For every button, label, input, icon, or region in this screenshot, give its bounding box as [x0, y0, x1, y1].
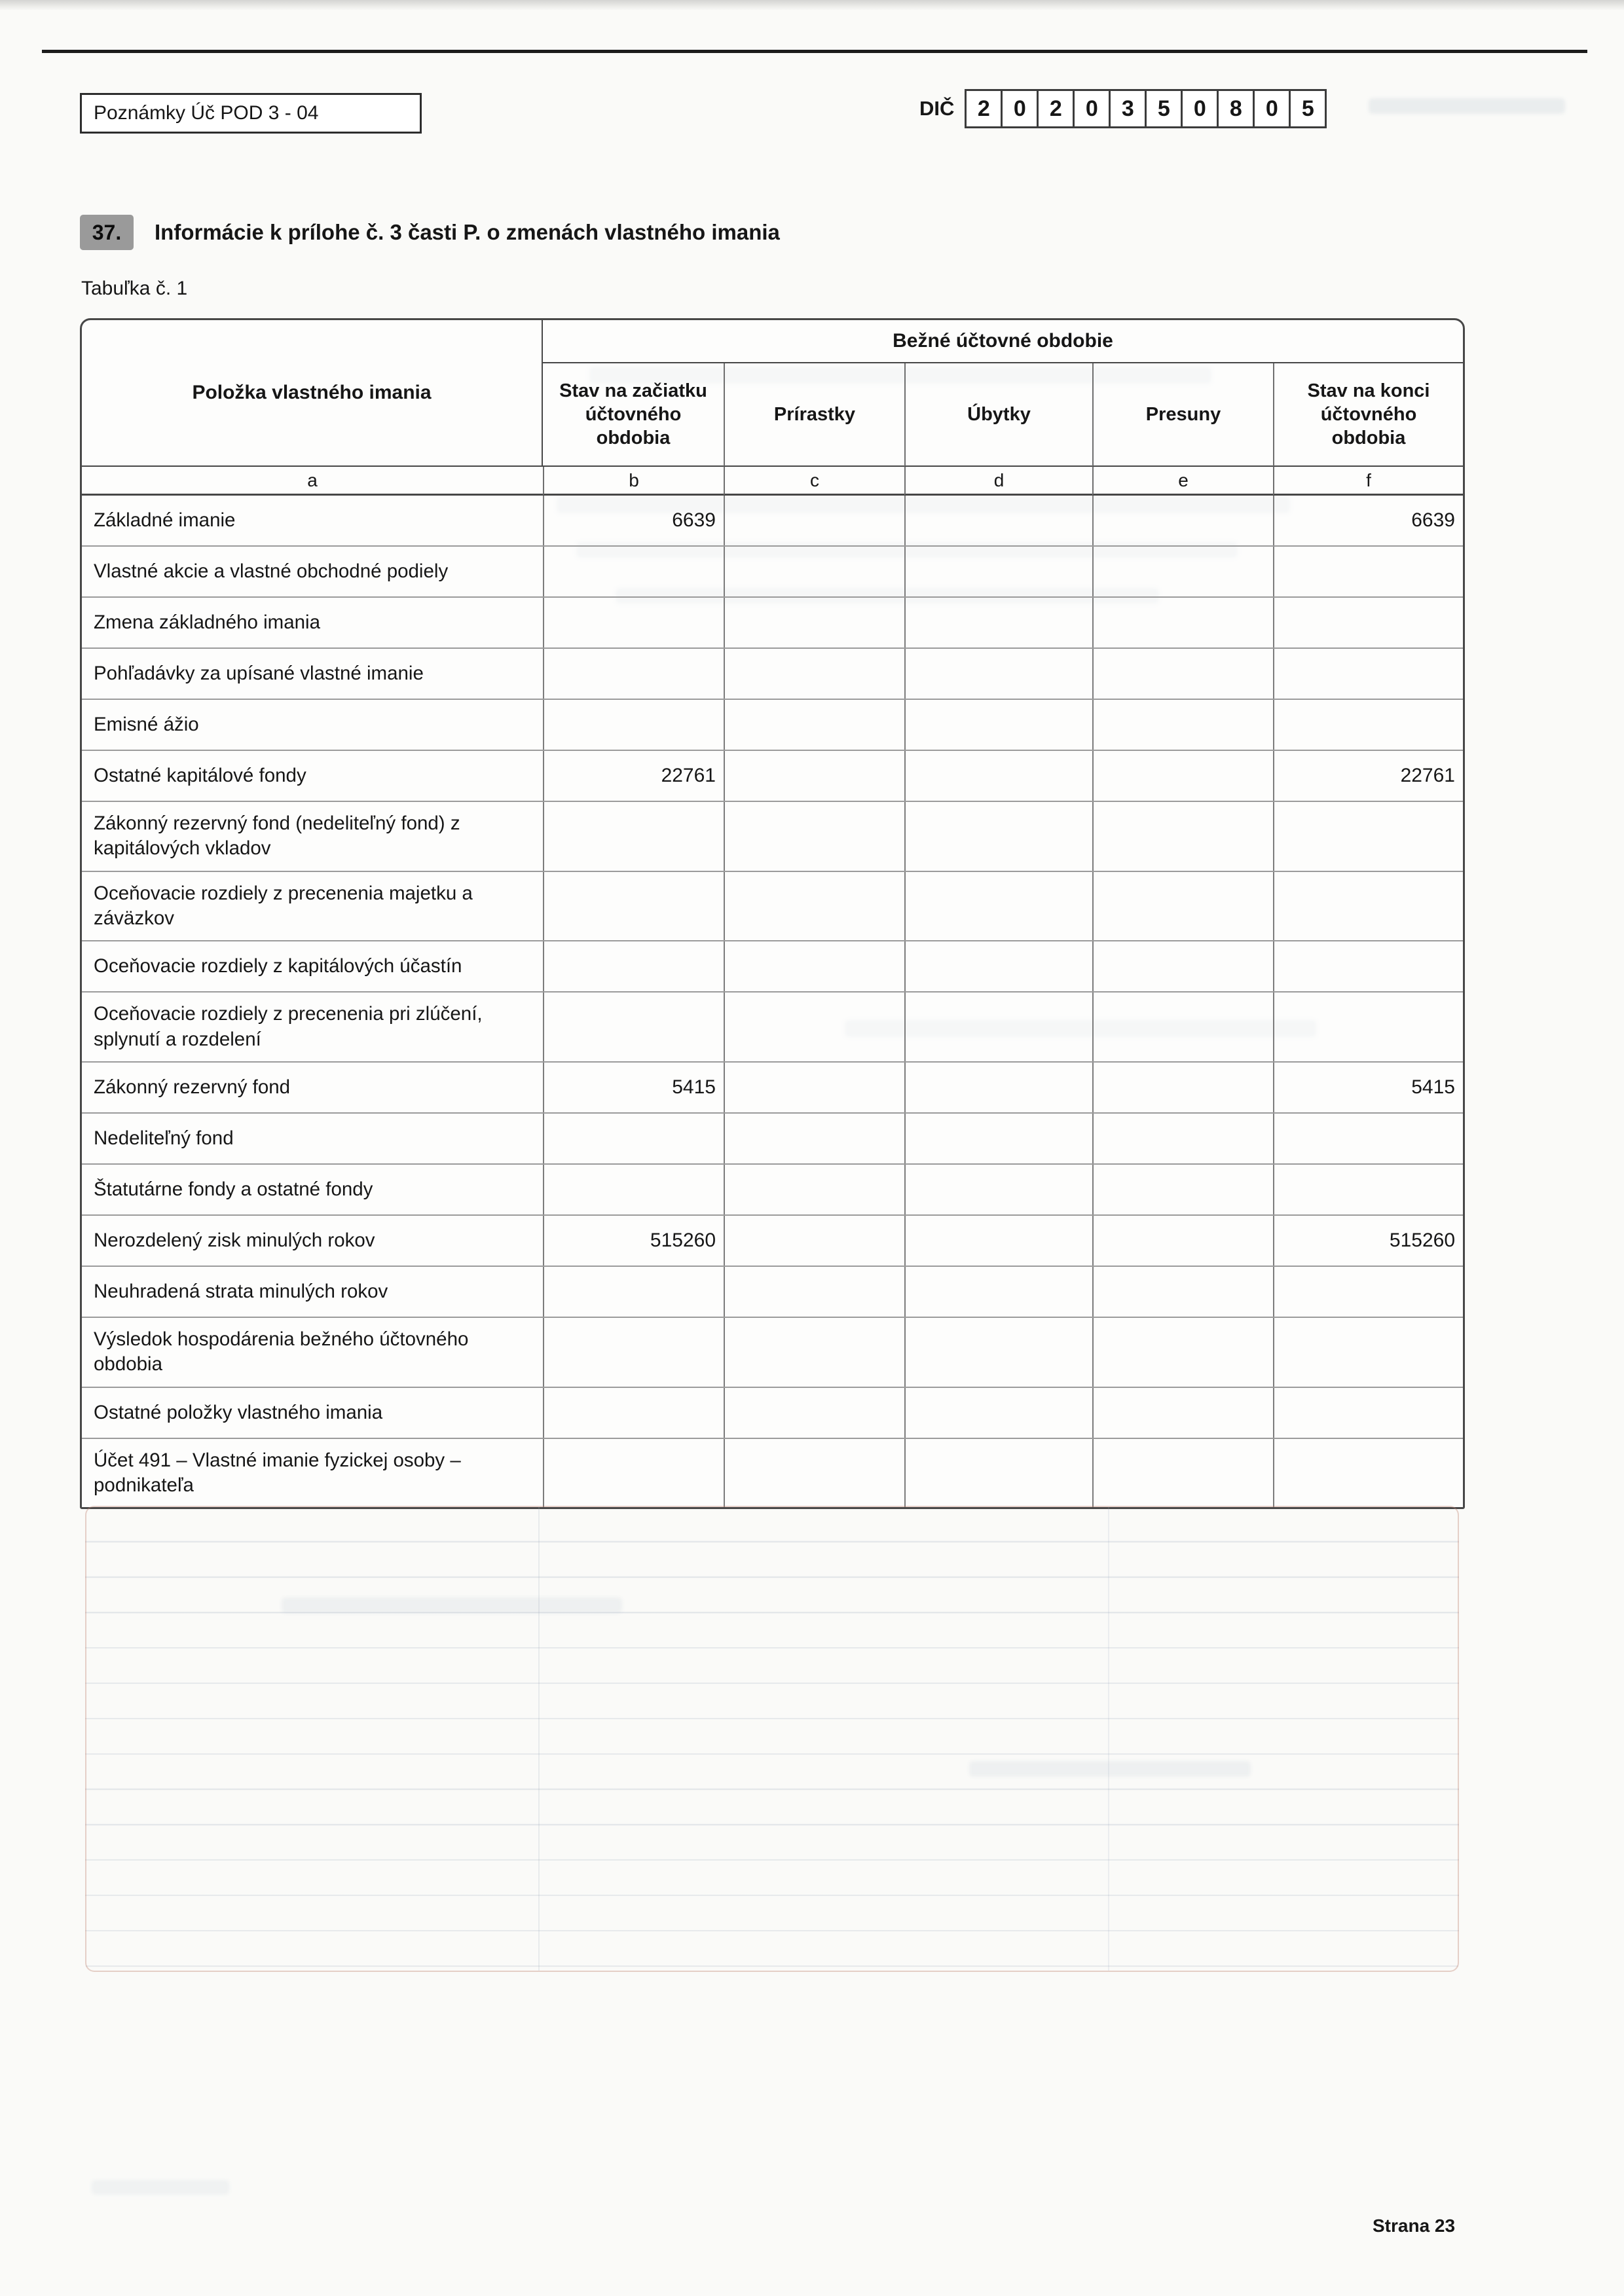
cell-f: [1273, 1267, 1463, 1317]
section-title: Informácie k prílohe č. 3 časti P. o zmenách vlastného imania: [155, 220, 780, 244]
row-label: Výsledok hospodárenia bežného účtovného obdobia: [94, 1328, 469, 1376]
cell-c: [724, 872, 904, 941]
top-rule-line: [42, 50, 1587, 53]
column-header: Úbytky: [904, 363, 1092, 467]
cell-d: [904, 941, 1092, 991]
cell-b: [543, 941, 724, 991]
row-label: Ostatné kapitálové fondy: [94, 764, 306, 786]
cell-b: [543, 1388, 724, 1438]
cell-f: 22761: [1273, 751, 1463, 801]
table-row: [82, 1387, 1463, 1438]
column-letter: c: [724, 467, 904, 496]
dic-digit-box: 2: [1037, 89, 1075, 128]
bleed-through-mark: [969, 1761, 1251, 1777]
cell-b: [543, 649, 724, 699]
cell-d: [904, 993, 1092, 1061]
cell-f: [1273, 872, 1463, 941]
cell-d: [904, 1063, 1092, 1112]
bleed-through-table: [85, 1506, 1459, 1972]
cell-b: [543, 993, 724, 1061]
table-row: [82, 647, 1463, 699]
dic-label: DIČ: [919, 97, 955, 120]
page-number: Strana 23: [1373, 2215, 1456, 2236]
bleed-through-mark: [282, 1597, 622, 1613]
cell-f: [1273, 649, 1463, 699]
cell-d: [904, 1388, 1092, 1438]
table-row: [82, 991, 1463, 1061]
cell-f: [1273, 547, 1463, 596]
cell-e: [1092, 547, 1273, 596]
dic-digit-box: 0: [1073, 89, 1111, 128]
dic-field: [919, 89, 1327, 128]
cell-d: [904, 700, 1092, 750]
bleed-through-mark: [1369, 98, 1565, 114]
cell-b: [543, 1267, 724, 1317]
dic-digit-box: 0: [1181, 89, 1219, 128]
table-row: [82, 496, 1463, 545]
column-header: Stav na konci účtovného obdobia: [1273, 363, 1463, 467]
cell-e: [1092, 993, 1273, 1061]
cell-d: [904, 1216, 1092, 1266]
row-label: Zmena základného imania: [94, 611, 321, 633]
row-label: Ostatné položky vlastného imania: [94, 1401, 383, 1423]
row-label: Emisné ážio: [94, 713, 199, 735]
scan-edge: [0, 0, 1624, 10]
cell-c: [724, 1216, 904, 1266]
cell-e: [1092, 1439, 1273, 1508]
cell-d: [904, 1439, 1092, 1508]
cell-c: [724, 1165, 904, 1214]
dic-boxes: [965, 89, 1327, 128]
column-letter: f: [1273, 467, 1463, 496]
cell-f: [1273, 1388, 1463, 1438]
column-letter: d: [904, 467, 1092, 496]
cell-c: [724, 700, 904, 750]
cell-c: [724, 941, 904, 991]
cell-b: [543, 1165, 724, 1214]
table-row: [82, 801, 1463, 871]
cell-c: [724, 1063, 904, 1112]
row-label: Oceňovacie rozdiely z precenenia majetku a záväzkov: [94, 882, 473, 930]
column-group-header: Bežné účtovné obdobie: [543, 320, 1463, 363]
cell-e: [1092, 1318, 1273, 1387]
column-header: Prírastky: [724, 363, 904, 467]
cell-f: [1273, 1114, 1463, 1163]
row-label: Zákonný rezervný fond: [94, 1076, 291, 1098]
row-label: Neuhradená strata minulých rokov: [94, 1280, 388, 1302]
dic-digit-box: 3: [1109, 89, 1147, 128]
cell-b: [543, 547, 724, 596]
dic-digit-box: 0: [1001, 89, 1039, 128]
cell-e: [1092, 751, 1273, 801]
cell-e: [1092, 1063, 1273, 1112]
cell-d: [904, 751, 1092, 801]
cell-c: [724, 649, 904, 699]
cell-b: [543, 872, 724, 941]
cell-f: 6639: [1273, 496, 1463, 545]
table-row: [82, 1317, 1463, 1387]
cell-f: [1273, 598, 1463, 647]
cell-e: [1092, 1114, 1273, 1163]
cell-d: [904, 496, 1092, 545]
cell-c: [724, 802, 904, 871]
cell-b: [543, 1114, 724, 1163]
table-row: [82, 750, 1463, 801]
row-label: Zákonný rezervný fond (nedeliteľný fond) z kapitálových vkladov: [94, 812, 460, 860]
cell-d: [904, 598, 1092, 647]
column-letter: b: [543, 467, 724, 496]
section-header: [80, 215, 780, 250]
cell-f: [1273, 941, 1463, 991]
cell-e: [1092, 1267, 1273, 1317]
cell-e: [1092, 802, 1273, 871]
table-row: [82, 1163, 1463, 1214]
cell-d: [904, 802, 1092, 871]
cell-c: [724, 1388, 904, 1438]
cell-e: [1092, 1388, 1273, 1438]
cell-d: [904, 872, 1092, 941]
column-header: Stav na začiatku účtovného obdobia: [543, 363, 724, 467]
cell-c: [724, 751, 904, 801]
table-row: [82, 940, 1463, 991]
cell-b: [543, 598, 724, 647]
cell-c: [724, 598, 904, 647]
table-header: [82, 320, 1463, 496]
column-header-item: Položka vlastného imania: [82, 320, 543, 467]
cell-f: [1273, 700, 1463, 750]
cell-e: [1092, 1165, 1273, 1214]
row-label: Štatutárne fondy a ostatné fondy: [94, 1178, 373, 1200]
row-label: Nedeliteľný fond: [94, 1127, 234, 1149]
cell-f: 515260: [1273, 1216, 1463, 1266]
cell-c: [724, 1114, 904, 1163]
table-row: [82, 596, 1463, 647]
cell-e: [1092, 598, 1273, 647]
cell-f: 5415: [1273, 1063, 1463, 1112]
cell-d: [904, 649, 1092, 699]
cell-b: 22761: [543, 751, 724, 801]
form-code-text: Poznámky Úč POD 3 - 04: [94, 102, 319, 124]
dic-digit-box: 8: [1217, 89, 1255, 128]
row-label: Pohľadávky za upísané vlastné imanie: [94, 662, 424, 684]
cell-b: 6639: [543, 496, 724, 545]
cell-c: [724, 1318, 904, 1387]
equity-table: [80, 318, 1465, 1509]
cell-c: [724, 496, 904, 545]
cell-e: [1092, 872, 1273, 941]
table-row: [82, 1112, 1463, 1163]
cell-d: [904, 1114, 1092, 1163]
row-label: Základné imanie: [94, 509, 236, 531]
column-header: Presuny: [1092, 363, 1273, 467]
dic-digit-box: 5: [1145, 89, 1183, 128]
cell-c: [724, 547, 904, 596]
row-label: Vlastné akcie a vlastné obchodné podiely: [94, 560, 449, 582]
cell-e: [1092, 649, 1273, 699]
bleed-through-mark: [92, 2180, 229, 2195]
table-body: [82, 496, 1463, 1507]
cell-b: [543, 802, 724, 871]
dic-digit-box: 5: [1289, 89, 1327, 128]
table-row: [82, 1214, 1463, 1266]
table-row: [82, 1061, 1463, 1112]
cell-f: [1273, 993, 1463, 1061]
cell-e: [1092, 700, 1273, 750]
cell-d: [904, 1165, 1092, 1214]
cell-f: [1273, 802, 1463, 871]
dic-digit-box: 2: [965, 89, 1003, 128]
cell-b: 5415: [543, 1063, 724, 1112]
row-label: Nerozdelený zisk minulých rokov: [94, 1229, 375, 1251]
table-row: [82, 545, 1463, 596]
column-letter: a: [82, 467, 543, 496]
cell-b: [543, 700, 724, 750]
cell-f: [1273, 1318, 1463, 1387]
table-row: [82, 699, 1463, 750]
dic-digit-box: 0: [1253, 89, 1291, 128]
cell-c: [724, 1439, 904, 1508]
table-caption: Tabuľka č. 1: [81, 278, 188, 299]
cell-d: [904, 547, 1092, 596]
cell-f: [1273, 1439, 1463, 1508]
cell-b: [543, 1318, 724, 1387]
row-label: Oceňovacie rozdiely z precenenia pri zlúčení, splynutí a rozdelení: [94, 1003, 483, 1050]
table-row: [82, 871, 1463, 941]
cell-d: [904, 1267, 1092, 1317]
table-row: [82, 1266, 1463, 1317]
cell-c: [724, 1267, 904, 1317]
form-code-box: [80, 93, 422, 134]
cell-b: 515260: [543, 1216, 724, 1266]
cell-c: [724, 993, 904, 1061]
cell-e: [1092, 941, 1273, 991]
row-label: Oceňovacie rozdiely z kapitálových účastín: [94, 955, 462, 977]
cell-f: [1273, 1165, 1463, 1214]
section-number: 37.: [80, 215, 134, 250]
cell-b: [543, 1439, 724, 1508]
table-row: [82, 1438, 1463, 1508]
cell-e: [1092, 1216, 1273, 1266]
cell-e: [1092, 496, 1273, 545]
row-label: Účet 491 – Vlastné imanie fyzickej osoby – podnikateľa: [94, 1449, 461, 1497]
cell-d: [904, 1318, 1092, 1387]
column-letter: e: [1092, 467, 1273, 496]
